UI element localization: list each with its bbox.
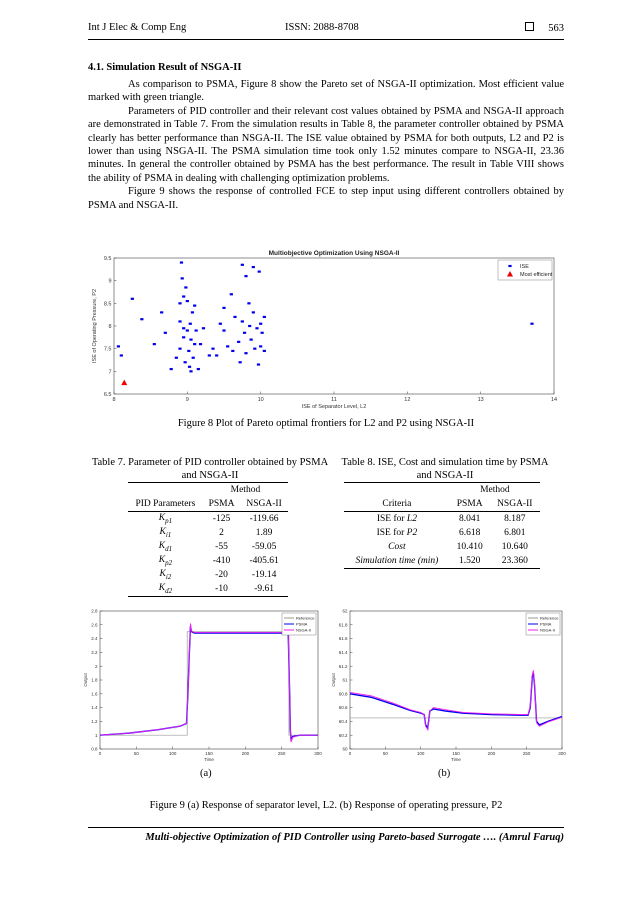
y-tick-label: 1.6 bbox=[91, 691, 98, 697]
ise-point bbox=[261, 332, 264, 334]
pid-parameter: $K_{p2}$ bbox=[158, 555, 173, 567]
ise-point bbox=[192, 357, 195, 359]
psma-value: -20 bbox=[215, 570, 228, 580]
psma-value: 1.520 bbox=[450, 554, 490, 569]
nsga-value: 6.801 bbox=[504, 528, 526, 538]
y-tick-label: 60.8 bbox=[338, 691, 348, 697]
page-footer: Multi-objective Optimization of PID Controller using Pareto-based Surrogate …. (Amrul Faruq) bbox=[145, 832, 564, 843]
ise-point bbox=[170, 368, 173, 370]
figure-9a-label: (a) bbox=[200, 768, 212, 779]
ise-point bbox=[182, 336, 185, 338]
nsga-value: 1.89 bbox=[255, 528, 273, 538]
x-tick-label: 150 bbox=[205, 751, 213, 756]
ise-point bbox=[215, 354, 218, 356]
nsga-value: 10.640 bbox=[501, 542, 528, 552]
ise-point bbox=[193, 305, 196, 307]
table-row bbox=[344, 554, 540, 569]
table-7-caption: Table 7. Parameter of PID controller obtained by PSMA and NSGA-II bbox=[91, 457, 329, 481]
chart-title: Multiobjective Optimization Using NSGA-II bbox=[268, 250, 400, 257]
y-tick-label: 1.8 bbox=[91, 677, 98, 683]
ise-point bbox=[193, 343, 196, 345]
ise-point bbox=[244, 352, 247, 354]
nsga-value: 23.360 bbox=[490, 554, 541, 569]
psma-value: -55 bbox=[215, 542, 228, 552]
page-number: 563 bbox=[548, 23, 564, 34]
ise-point bbox=[219, 323, 222, 325]
table-7-header: PSMA bbox=[203, 497, 240, 512]
table-row bbox=[128, 582, 288, 597]
journal-name: Int J Elec & Comp Eng bbox=[88, 22, 187, 33]
ise-point bbox=[188, 366, 191, 368]
pid-parameter: $K_{i1}$ bbox=[159, 527, 172, 539]
ise-point bbox=[252, 266, 255, 268]
legend-entry: PSMA bbox=[296, 621, 308, 627]
legend-entry: NSGA-II bbox=[540, 627, 555, 633]
criteria: Simulation time (min) bbox=[344, 554, 450, 569]
y-tick-label: 61.4 bbox=[338, 649, 348, 655]
ise-point bbox=[257, 363, 260, 365]
y-tick-label: 2.2 bbox=[91, 649, 98, 655]
x-axis-label: ISE of Separator Level, L2 bbox=[301, 404, 367, 410]
table-row bbox=[128, 512, 288, 527]
y-tick-label: 1 bbox=[94, 732, 98, 738]
nsga-value: -59.05 bbox=[251, 542, 277, 552]
ise-point bbox=[186, 329, 189, 331]
figure-9a-chart bbox=[82, 606, 320, 766]
ise-point bbox=[253, 348, 256, 350]
ise-point bbox=[191, 311, 194, 313]
y-tick-label: 61.2 bbox=[338, 663, 348, 669]
ise-point bbox=[255, 327, 258, 329]
y-tick-label: 9.5 bbox=[103, 255, 112, 262]
ise-point bbox=[189, 370, 192, 372]
criteria: ISE for L2 bbox=[376, 514, 417, 524]
square-icon bbox=[525, 22, 534, 31]
body-text bbox=[88, 78, 564, 212]
ise-point bbox=[189, 339, 192, 341]
criteria: ISE for P2 bbox=[376, 528, 418, 538]
criteria: Cost bbox=[388, 542, 406, 552]
paragraph: As comparison to PSMA, Figure 8 show the Pareto set of NSGA-II optimization. Most efficient value marked with green triangle. bbox=[88, 79, 564, 104]
figure-9-caption: Figure 9 (a) Response of separator level, L2. (b) Response of operating pressure, P2 bbox=[149, 800, 503, 811]
y-tick-label: 6.5 bbox=[103, 391, 112, 398]
ise-point bbox=[239, 361, 242, 363]
x-tick-label: 100 bbox=[168, 751, 177, 756]
ise-point bbox=[187, 350, 190, 352]
table-row bbox=[128, 526, 288, 540]
x-tick-label: 0 bbox=[348, 751, 352, 756]
ise-point bbox=[247, 302, 250, 304]
y-tick-label: 60.6 bbox=[338, 705, 348, 711]
legend-entry: NSGA-II bbox=[296, 627, 311, 633]
ise-point bbox=[241, 320, 244, 322]
ise-point bbox=[233, 316, 236, 318]
ise-point bbox=[120, 354, 123, 356]
page-header bbox=[88, 22, 564, 36]
ise-point bbox=[184, 286, 187, 288]
y-tick-label: 2 bbox=[94, 663, 98, 669]
ise-point bbox=[222, 307, 225, 309]
y-tick-label: 9 bbox=[108, 278, 112, 285]
ise-point bbox=[259, 323, 262, 325]
y-axis-label: ISE of Operating Pressure, P2 bbox=[92, 289, 98, 363]
ise-point bbox=[252, 311, 255, 313]
page-number-block bbox=[525, 22, 564, 34]
psma-value: -10 bbox=[203, 582, 240, 597]
nsga-value: 8.187 bbox=[504, 514, 526, 524]
x-tick-label: 10 bbox=[257, 397, 264, 403]
y-tick-label: 61 bbox=[342, 677, 348, 683]
ise-point bbox=[226, 345, 229, 347]
y-axis-label: Output bbox=[331, 673, 336, 687]
ise-point bbox=[117, 345, 120, 347]
psma-value: 10.410 bbox=[456, 542, 483, 552]
ise-point bbox=[184, 361, 187, 363]
ise-point bbox=[160, 311, 163, 313]
ise-point bbox=[263, 316, 266, 318]
paragraph: Parameters of PID controller and their relevant cost values obtained by PSMA and NSGA-II approach are demonstrated in Table 7. From the simulation results in Table 8, the parameter controller obtained by PSMA clearly has better performance than NSGA-II. The ISE value obtained by PSMA for both outputs, L2 and P2 is lower than using NSGA-II. The PSMA simulation time took only 1.52 minutes compare to NSGA-II, 23.36 minutes. In general the controller obtained by PSMA has the best performance. The result in Table VIII shows the ability of PSMA in dealing with challenging optimization problems. bbox=[88, 105, 564, 184]
table-7-header: NSGA-II bbox=[240, 497, 288, 512]
table-row bbox=[128, 554, 288, 568]
issn: ISSN: 2088-8708 bbox=[285, 22, 359, 33]
table-row bbox=[128, 568, 288, 582]
legend-entry: Reference bbox=[540, 615, 559, 621]
table-8-group-header: Method bbox=[450, 483, 540, 498]
psma-value: 8.041 bbox=[458, 514, 481, 524]
ise-point bbox=[250, 339, 253, 341]
x-tick-label: 8 bbox=[112, 397, 116, 403]
table-row bbox=[344, 526, 540, 540]
ise-point bbox=[182, 295, 185, 297]
section-title: 4.1. Simulation Result of NSGA-II bbox=[88, 62, 242, 73]
ise-point bbox=[140, 318, 143, 320]
footer-rule bbox=[88, 827, 564, 828]
ise-point bbox=[248, 325, 251, 327]
pid-parameter: $K_{d1}$ bbox=[158, 541, 173, 553]
y-tick-label: 1.2 bbox=[91, 718, 98, 724]
ise-point bbox=[208, 354, 211, 356]
ise-point bbox=[258, 271, 261, 273]
ise-point bbox=[244, 275, 247, 277]
ise-point bbox=[263, 350, 266, 352]
psma-value: -410 bbox=[212, 556, 231, 566]
x-tick-label: 150 bbox=[452, 751, 460, 756]
table-row bbox=[344, 512, 540, 527]
x-tick-label: 11 bbox=[331, 397, 337, 403]
x-tick-label: 12 bbox=[404, 397, 411, 403]
ise-point bbox=[202, 327, 205, 329]
table-row bbox=[344, 540, 540, 554]
legend-entry: ISE bbox=[520, 263, 529, 270]
table-8-caption: Table 8. ISE, Cost and simulation time by PSMA and NSGA-II bbox=[341, 457, 549, 481]
y-tick-label: 60.2 bbox=[338, 732, 348, 738]
paragraph: Figure 9 shows the response of controlled FCE to step input using different controllers obtained by PSMA and NSGA-II. bbox=[88, 186, 564, 211]
ise-point bbox=[178, 320, 181, 322]
ise-point bbox=[178, 348, 181, 350]
y-tick-label: 61.6 bbox=[338, 636, 348, 642]
ise-point bbox=[231, 350, 234, 352]
ise-point bbox=[195, 329, 198, 331]
ise-point bbox=[230, 293, 233, 295]
x-tick-label: 14 bbox=[550, 397, 558, 403]
psma-value: -125 bbox=[212, 514, 231, 524]
psma-value: 6.618 bbox=[458, 528, 481, 538]
ise-point bbox=[197, 368, 200, 370]
y-tick-label: 62 bbox=[342, 608, 348, 614]
figure-8-pareto-chart bbox=[88, 246, 564, 410]
pid-parameter: $K_{d2}$ bbox=[128, 582, 203, 597]
ise-point bbox=[222, 329, 225, 331]
y-tick-label: 61.8 bbox=[338, 622, 348, 628]
table-8-header: NSGA-II bbox=[490, 497, 541, 512]
table-7 bbox=[128, 482, 288, 597]
ise-point bbox=[175, 357, 178, 359]
ise-point bbox=[178, 302, 181, 304]
y-tick-label: 0.8 bbox=[91, 746, 98, 752]
figure-8-caption: Figure 8 Plot of Pareto optimal frontiers for L2 and P2 using NSGA-II bbox=[177, 418, 475, 429]
x-tick-label: 300 bbox=[314, 751, 322, 756]
y-tick-label: 1.4 bbox=[91, 705, 98, 711]
legend-swatch bbox=[508, 265, 511, 267]
table-8-header: Criteria bbox=[344, 497, 450, 512]
table-row bbox=[128, 540, 288, 554]
ise-point bbox=[241, 264, 244, 266]
nsga-value: -9.61 bbox=[240, 582, 288, 597]
pid-parameter: $K_{i2}$ bbox=[159, 569, 172, 581]
psma-value: 2 bbox=[219, 528, 224, 538]
ise-point bbox=[530, 323, 533, 325]
x-tick-label: 13 bbox=[477, 397, 484, 403]
legend-entry: Most efficient bbox=[520, 271, 553, 278]
x-tick-label: 0 bbox=[98, 751, 102, 756]
ise-point bbox=[237, 341, 240, 343]
table-7-group-header: Method bbox=[203, 483, 288, 498]
x-axis-label: Time bbox=[451, 757, 461, 762]
x-tick-label: 100 bbox=[416, 751, 425, 756]
x-tick-label: 250 bbox=[522, 751, 531, 756]
ise-point bbox=[243, 332, 246, 334]
x-tick-label: 50 bbox=[382, 751, 388, 756]
legend-entry: PSMA bbox=[540, 621, 552, 627]
y-tick-label: 7.5 bbox=[103, 346, 112, 353]
x-tick-label: 300 bbox=[558, 751, 566, 756]
ise-point bbox=[259, 345, 262, 347]
nsga-value: -405.61 bbox=[249, 556, 279, 566]
ise-point bbox=[180, 261, 183, 263]
x-tick-label: 9 bbox=[185, 397, 189, 403]
plot-area bbox=[114, 258, 554, 394]
table-7-header: PID Parameters bbox=[128, 497, 203, 512]
table-8-header: PSMA bbox=[450, 497, 490, 512]
pid-parameter: $K_{p1}$ bbox=[158, 513, 173, 525]
y-tick-label: 8 bbox=[108, 323, 112, 330]
x-tick-label: 250 bbox=[277, 751, 286, 756]
ise-point bbox=[182, 327, 185, 329]
figure-9b-label: (b) bbox=[438, 768, 451, 779]
x-axis-label: Time bbox=[204, 757, 214, 762]
y-tick-label: 60.4 bbox=[338, 718, 348, 724]
x-tick-label: 50 bbox=[133, 751, 139, 756]
table-8 bbox=[344, 482, 540, 569]
ise-point bbox=[199, 343, 202, 345]
y-tick-label: 2.6 bbox=[91, 622, 98, 628]
ise-point bbox=[211, 348, 214, 350]
ise-point bbox=[164, 332, 167, 334]
ise-point bbox=[131, 298, 134, 300]
y-axis-label: Output bbox=[83, 673, 88, 687]
header-rule bbox=[88, 39, 564, 40]
figure-9b-chart bbox=[328, 606, 564, 766]
y-tick-label: 60 bbox=[342, 746, 348, 752]
x-tick-label: 200 bbox=[241, 751, 250, 756]
x-tick-label: 200 bbox=[487, 751, 496, 756]
y-tick-label: 2.8 bbox=[91, 608, 98, 614]
ise-point bbox=[189, 323, 192, 325]
nsga-value: -119.66 bbox=[249, 514, 279, 524]
ise-point bbox=[186, 300, 189, 302]
y-tick-label: 8.5 bbox=[103, 301, 112, 308]
y-tick-label: 7 bbox=[108, 369, 112, 376]
ise-point bbox=[181, 277, 184, 279]
legend-entry: Reference bbox=[296, 615, 315, 621]
y-tick-label: 2.4 bbox=[91, 636, 98, 642]
ise-point bbox=[153, 343, 156, 345]
nsga-value: -19.14 bbox=[251, 570, 277, 580]
